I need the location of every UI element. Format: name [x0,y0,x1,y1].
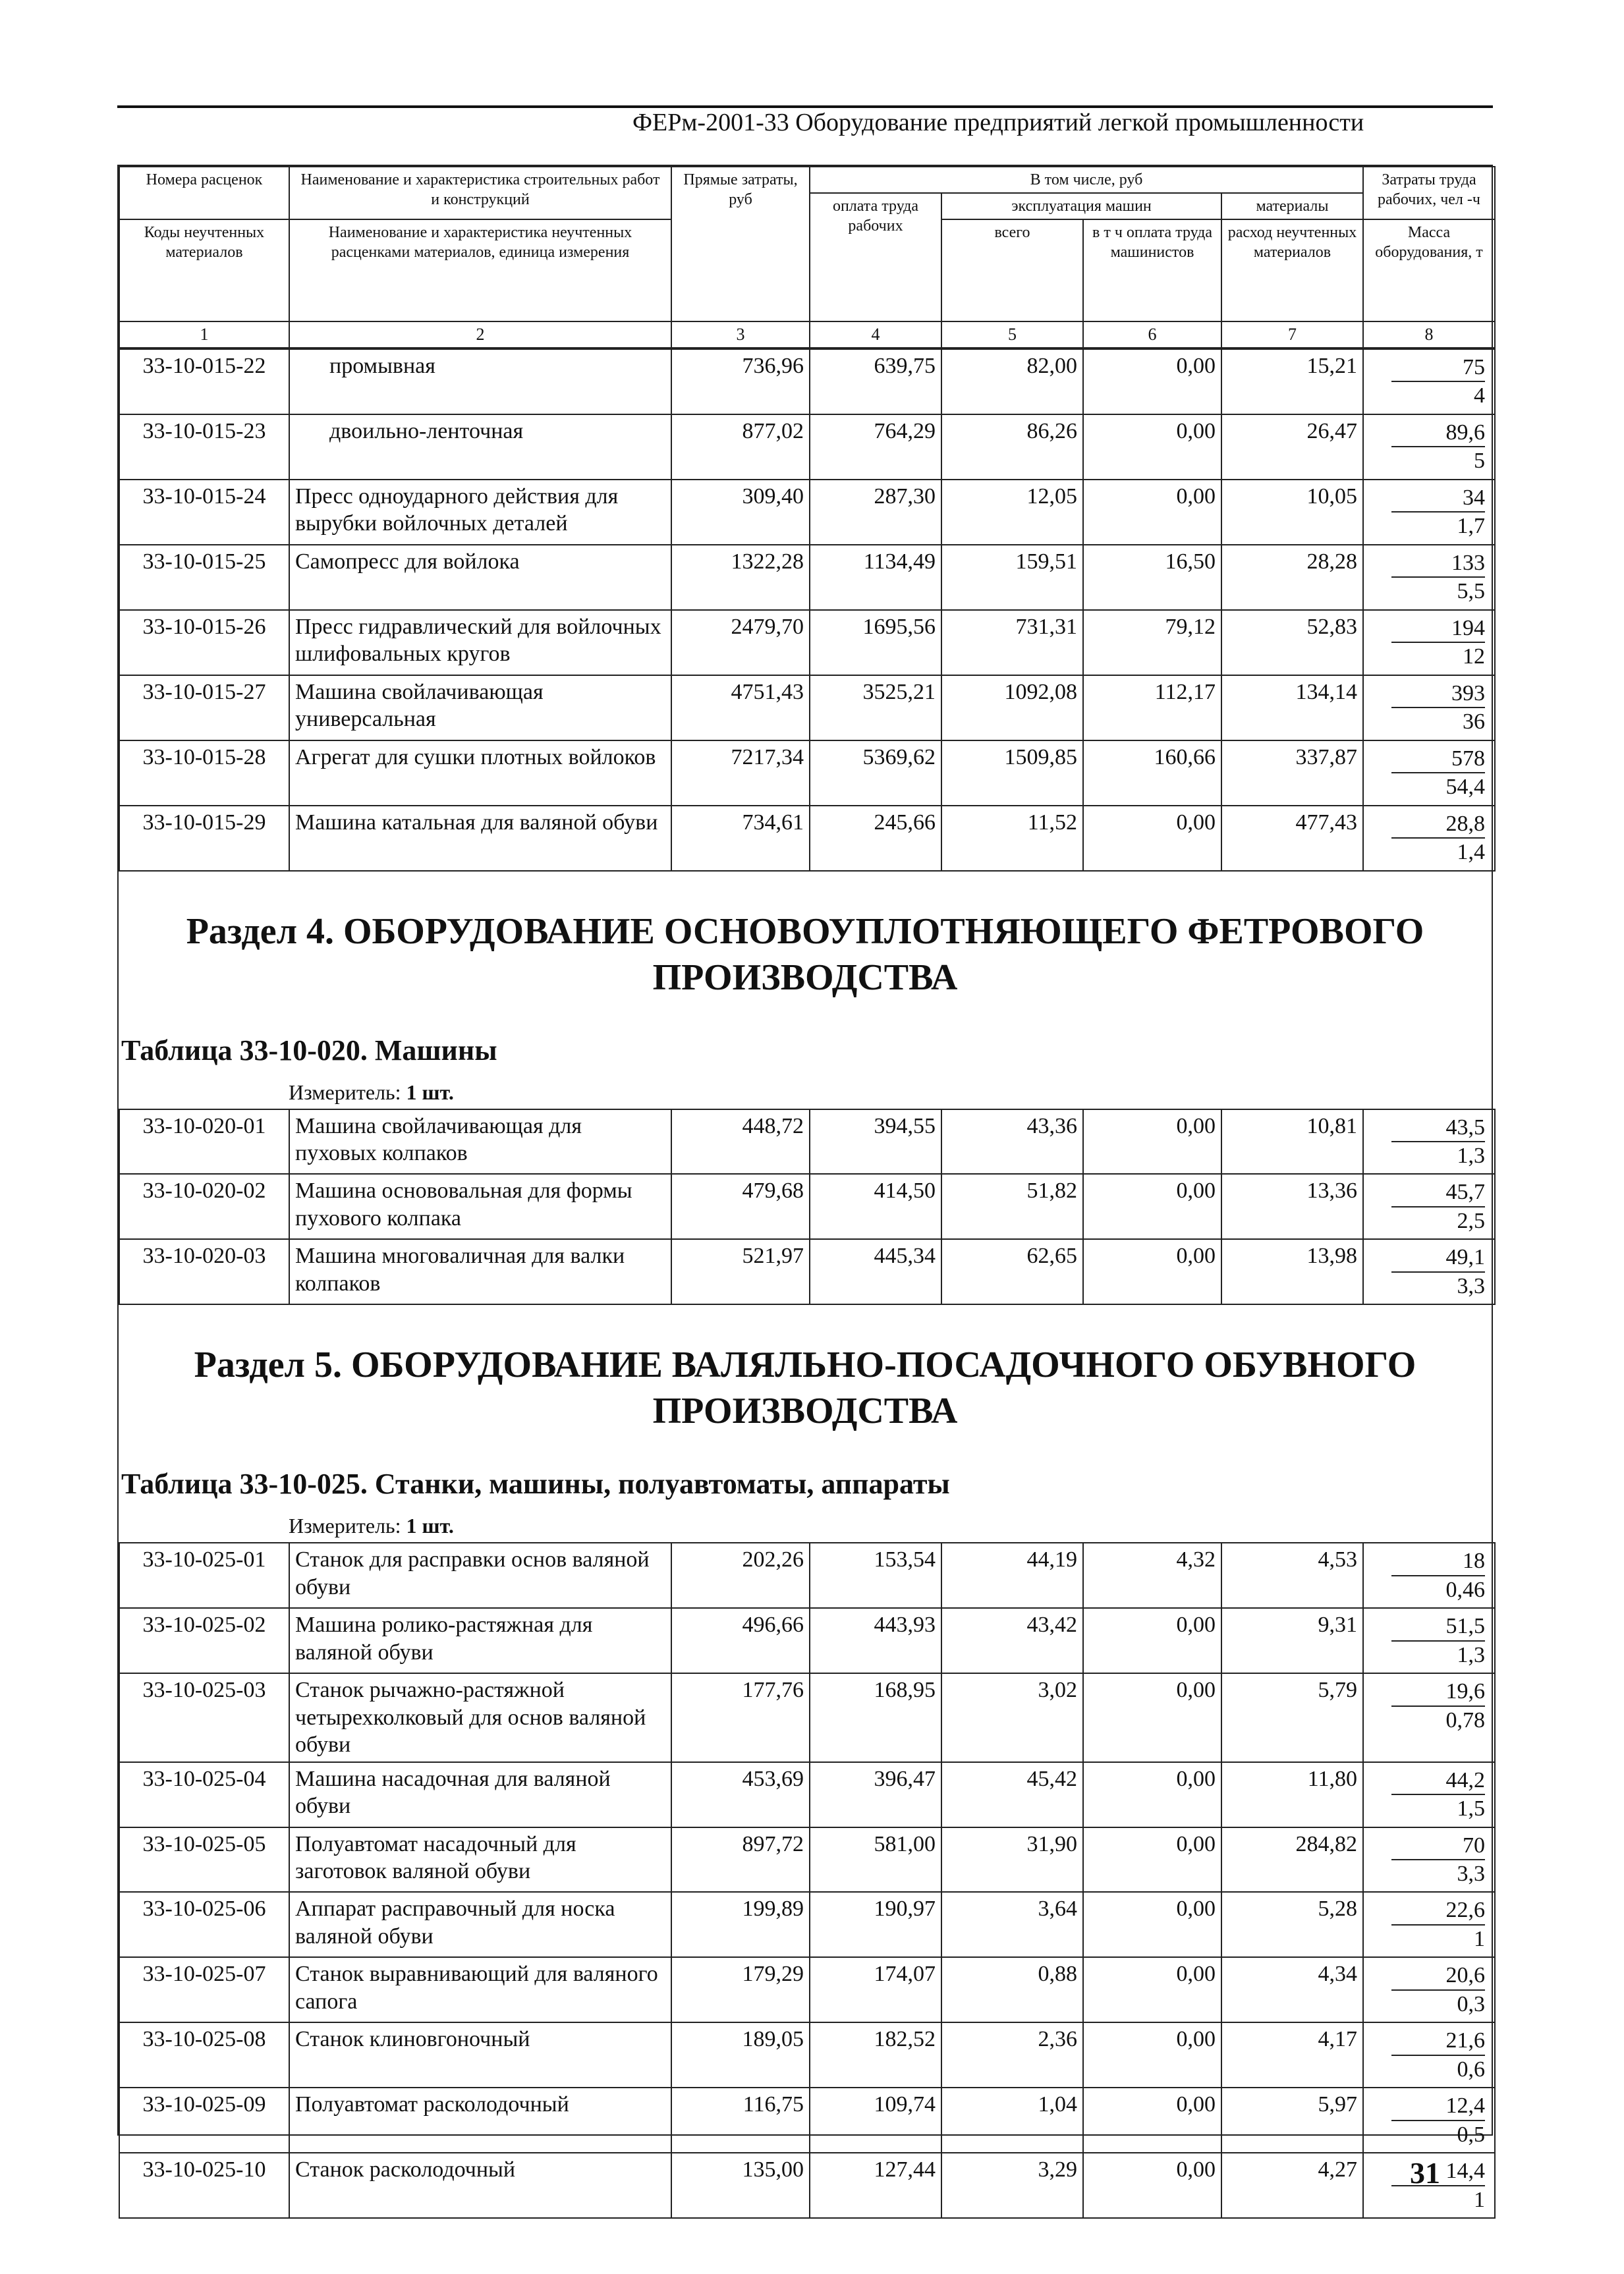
table-row [119,2022,1495,2088]
equipment-mass: 0,78 [1445,1707,1485,1733]
labor-hours-and-mass [1363,1827,1495,1893]
direct-costs: 479,68 [671,1174,810,1239]
labor-hours-and-mass [1363,414,1495,480]
table-row [119,1608,1495,1673]
machinist-pay: 0,00 [1083,1892,1221,1957]
header-name-top: Наименование и характеристика строительных работ и конструкций [289,167,671,219]
equipment-mass: 2,5 [1457,1208,1485,1233]
rate-code: 33-10-025-04 [119,1762,289,1827]
labor-hours-and-mass [1363,740,1495,806]
machine-costs: 82,00 [941,349,1083,414]
direct-costs: 116,75 [671,2088,810,2153]
machine-costs: 2,36 [941,2022,1083,2088]
work-name: Полуавтомат расколодочный [289,2088,671,2153]
header-rule [117,105,1493,108]
header-machine-total: всего [941,219,1083,321]
materials-costs: 5,28 [1221,1892,1363,1957]
column-number: 2 [289,321,671,348]
work-name: Машина ролико-растяжная для валяной обуви [289,1608,671,1673]
labor-pay: 445,34 [810,1239,941,1304]
labor-pay: 109,74 [810,2088,941,2153]
direct-costs: 877,02 [671,414,810,480]
labor-pay: 190,97 [810,1892,941,1957]
labor-hours-and-mass [1363,480,1495,545]
materials-costs: 10,81 [1221,1109,1363,1175]
equipment-mass: 36 [1463,709,1485,735]
equipment-mass: 1,3 [1457,1143,1485,1168]
table-row [119,1543,1495,1608]
labor-pay: 168,95 [810,1673,941,1761]
table-row [119,1109,1495,1175]
machine-costs: 1,04 [941,2088,1083,2153]
direct-costs: 453,69 [671,1762,810,1827]
materials-costs: 13,36 [1221,1174,1363,1239]
labor-hours: 133 [1391,549,1485,578]
rate-code: 33-10-025-09 [119,2088,289,2153]
materials-costs: 15,21 [1221,349,1363,414]
equipment-mass: 5,5 [1457,579,1485,604]
work-name: Полуавтомат насадочный для заготовок валяной обуви [289,1827,671,1893]
labor-pay: 1695,56 [810,610,941,675]
work-name: Пресс гидравлический для войлочных шлифовальных кругов [289,610,671,675]
direct-costs: 202,26 [671,1543,810,1608]
header-direct-costs: Прямые затраты, руб [671,167,810,321]
labor-pay: 153,54 [810,1543,941,1608]
table-title-020: Таблица 33-10-020. Машины [121,1034,497,1067]
table-row [119,2088,1495,2153]
labor-hours-and-mass [1363,1543,1495,1608]
labor-hours-and-mass [1363,1608,1495,1673]
machinist-pay: 0,00 [1083,414,1221,480]
header-machine-group: эксплуатация машин [941,193,1221,219]
work-name: Станок расколодочный [289,2153,671,2218]
equipment-mass: 1 [1474,1926,1485,1951]
rate-code: 33-10-025-08 [119,2022,289,2088]
column-number: 7 [1221,321,1363,348]
machinist-pay: 112,17 [1083,675,1221,740]
machine-costs: 3,64 [941,1892,1083,1957]
unit-label: Измеритель: [289,1514,401,1538]
equipment-mass: 5 [1474,449,1485,474]
rate-code: 33-10-015-26 [119,610,289,675]
labor-hours: 28,8 [1391,810,1485,839]
machine-costs: 31,90 [941,1827,1083,1893]
machinist-pay: 0,00 [1083,1174,1221,1239]
labor-hours-and-mass [1363,610,1495,675]
materials-costs: 4,17 [1221,2022,1363,2088]
work-name: Пресс одноударного действия для вырубки войлочных деталей [289,480,671,545]
machine-costs: 1509,85 [941,740,1083,806]
labor-hours: 22,6 [1391,1897,1485,1925]
work-name: Машина свойлачивающая для пуховых колпаков [289,1109,671,1175]
rate-code: 33-10-015-27 [119,675,289,740]
work-name: Станок для расправки основ валяной обуви [289,1543,671,1608]
table-row [119,1762,1495,1827]
labor-pay: 287,30 [810,480,941,545]
rate-code: 33-10-025-05 [119,1827,289,1893]
rate-code: 33-10-025-07 [119,1957,289,2022]
equipment-mass: 4 [1474,383,1485,408]
labor-pay: 3525,21 [810,675,941,740]
work-name: Самопресс для войлока [289,545,671,610]
labor-hours: 43,5 [1391,1114,1485,1142]
machinist-pay: 160,66 [1083,740,1221,806]
labor-hours: 21,6 [1391,2027,1485,2055]
machine-costs: 62,65 [941,1239,1083,1304]
table-title-025: Таблица 33-10-025. Станки, машины, полуавтоматы, аппараты [121,1468,950,1501]
equipment-mass: 54,4 [1445,775,1485,800]
machinist-pay: 16,50 [1083,545,1221,610]
unit-value: 1 шт. [406,1514,454,1538]
materials-costs: 9,31 [1221,1608,1363,1673]
machinist-pay: 0,00 [1083,1827,1221,1893]
labor-pay: 1134,49 [810,545,941,610]
labor-pay: 581,00 [810,1827,941,1893]
machine-costs: 11,52 [941,806,1083,871]
labor-hours-and-mass [1363,1957,1495,2022]
direct-costs: 199,89 [671,1892,810,1957]
table-row [119,1957,1495,2022]
header-machinist-pay: в т ч оплата труда машинистов [1083,219,1221,321]
rate-code: 33-10-015-23 [119,414,289,480]
unit-row-020 [119,1080,1492,1109]
document-page [117,165,1493,2212]
labor-pay: 127,44 [810,2153,941,2218]
materials-costs: 134,14 [1221,675,1363,740]
machine-costs: 3,29 [941,2153,1083,2218]
equipment-mass: 3,3 [1457,1862,1485,1886]
rate-code: 33-10-020-02 [119,1174,289,1239]
table-row [119,1892,1495,1957]
equipment-mass: 12 [1463,644,1485,669]
labor-pay: 443,93 [810,1608,941,1673]
header-labor-costs: Затраты труда рабочих, чел -ч [1363,167,1495,219]
labor-pay: 639,75 [810,349,941,414]
direct-costs: 4751,43 [671,675,810,740]
table-row [119,414,1495,480]
machinist-pay: 0,00 [1083,1673,1221,1761]
work-name: Станок клиновгоночный [289,2022,671,2088]
work-name: Машина катальная для валяной обуви [289,806,671,871]
equipment-mass: 1,3 [1457,1642,1485,1667]
materials-costs: 26,47 [1221,414,1363,480]
machinist-pay: 0,00 [1083,2088,1221,2153]
machinist-pay: 0,00 [1083,1109,1221,1175]
machine-costs: 43,36 [941,1109,1083,1175]
work-name: Машина свойлачивающая универсальная [289,675,671,740]
header-mass: Масса оборудования, т [1363,219,1495,321]
direct-costs: 309,40 [671,480,810,545]
header-name-bottom: Наименование и характеристика неучтенных расценками материалов, единица измерения [289,219,671,321]
machinist-pay: 0,00 [1083,806,1221,871]
labor-hours: 19,6 [1391,1678,1485,1706]
table-rows-a [119,348,1496,872]
machinist-pay: 0,00 [1083,1957,1221,2022]
table-row [119,740,1495,806]
materials-costs: 52,83 [1221,610,1363,675]
labor-hours-and-mass [1363,1892,1495,1957]
labor-hours-and-mass [1363,349,1495,414]
equipment-mass: 3,3 [1457,1273,1485,1298]
header-codes-top: Номера расценок [119,167,289,219]
direct-costs: 448,72 [671,1109,810,1175]
labor-hours: 49,1 [1391,1244,1485,1272]
work-name: Агрегат для сушки плотных войлоков [289,740,671,806]
labor-hours: 578 [1391,745,1485,773]
direct-costs: 1322,28 [671,545,810,610]
rate-code: 33-10-015-24 [119,480,289,545]
table-row [119,610,1495,675]
labor-hours: 45,7 [1391,1179,1485,1207]
rate-code: 33-10-015-22 [119,349,289,414]
labor-hours: 70 [1391,1832,1485,1860]
column-number: 4 [810,321,941,348]
labor-hours-and-mass [1363,2022,1495,2088]
equipment-mass: 1,7 [1457,514,1485,539]
materials-costs: 13,98 [1221,1239,1363,1304]
column-numbers-row [119,321,1495,348]
materials-costs: 4,27 [1221,2153,1363,2218]
labor-hours-and-mass [1363,545,1495,610]
labor-hours: 393 [1391,680,1485,708]
work-name: Машина основовальная для формы пухового колпака [289,1174,671,1239]
labor-hours: 51,5 [1391,1613,1485,1641]
table-row [119,545,1495,610]
rate-code: 33-10-025-06 [119,1892,289,1957]
machine-costs: 43,42 [941,1608,1083,1673]
machinist-pay: 0,00 [1083,1608,1221,1673]
materials-costs: 10,05 [1221,480,1363,545]
rate-code: 33-10-025-10 [119,2153,289,2218]
column-number: 3 [671,321,810,348]
labor-hours-and-mass [1363,806,1495,871]
machinist-pay: 0,00 [1083,2153,1221,2218]
direct-costs: 897,72 [671,1827,810,1893]
equipment-mass: 0,5 [1457,2122,1485,2147]
machine-costs: 51,82 [941,1174,1083,1239]
column-number: 8 [1363,321,1495,348]
materials-costs: 5,79 [1221,1673,1363,1761]
rate-code: 33-10-020-03 [119,1239,289,1304]
unit-row-025 [119,1514,1492,1542]
equipment-mass: 0,3 [1457,1991,1485,2016]
labor-hours-and-mass [1363,1109,1495,1175]
work-name: Машина многовaличная для валки колпаков [289,1239,671,1304]
table-row [119,1827,1495,1893]
direct-costs: 2479,70 [671,610,810,675]
equipment-mass: 1 [1474,2187,1485,2212]
labor-hours: 18 [1391,1547,1485,1576]
labor-hours-and-mass [1363,1673,1495,1761]
table-header [119,166,1496,348]
machinist-pay: 0,00 [1083,349,1221,414]
unit-label: Измеритель: [289,1080,401,1104]
section-5-heading: Раздел 5. ОБОРУДОВАНИЕ ВАЛЯЛЬНО-ПОСАДОЧНОГО ОБУВНОГО ПРОИЗВОДСТВА [194,1345,1416,1432]
header-codes-bottom: Коды неучтенных материалов [119,219,289,321]
labor-pay: 764,29 [810,414,941,480]
labor-hours: 20,6 [1391,1962,1485,1990]
table-row [119,1174,1495,1239]
machinist-pay: 0,00 [1083,1762,1221,1827]
table-row [119,675,1495,740]
machinist-pay: 0,00 [1083,2022,1221,2088]
page-number: 31 [1410,2156,1440,2190]
labor-hours-and-mass [1363,1239,1495,1304]
direct-costs: 734,61 [671,806,810,871]
work-name: Аппарат расправочный для носка валяной обуви [289,1892,671,1957]
table-row [119,349,1495,414]
rate-code: 33-10-025-01 [119,1543,289,1608]
work-name: Станок выравнивающий для валяного сапога [289,1957,671,2022]
direct-costs: 7217,34 [671,740,810,806]
labor-pay: 5369,62 [810,740,941,806]
table-row [119,1673,1495,1761]
materials-costs: 477,43 [1221,806,1363,871]
direct-costs: 496,66 [671,1608,810,1673]
machinist-pay: 4,32 [1083,1543,1221,1608]
document-header-title: ФЕРм-2001-33 Оборудование предприятий легкой промышленности [632,109,1364,136]
materials-costs: 11,80 [1221,1762,1363,1827]
rate-code: 33-10-015-29 [119,806,289,871]
labor-hours: 14,4 [1391,2157,1485,2186]
materials-costs: 28,28 [1221,545,1363,610]
machinist-pay: 79,12 [1083,610,1221,675]
table-rows-c [119,1542,1496,2219]
labor-pay: 414,50 [810,1174,941,1239]
header-labor-pay: оплата труда рабочих [810,193,941,321]
header-group-title: В том числе, руб [810,167,1363,193]
column-number: 5 [941,321,1083,348]
labor-hours: 34 [1391,484,1485,513]
work-name: Машина насадочная для валяной обуви [289,1762,671,1827]
labor-hours-and-mass [1363,2088,1495,2153]
labor-pay: 245,66 [810,806,941,871]
column-number: 6 [1083,321,1221,348]
machine-costs: 0,88 [941,1957,1083,2022]
rate-code: 33-10-025-02 [119,1608,289,1673]
materials-costs: 4,34 [1221,1957,1363,2022]
direct-costs: 177,76 [671,1673,810,1761]
section-4-heading: Раздел 4. ОБОРУДОВАНИЕ ОСНОВОУПЛОТНЯЮЩЕГО ФЕТРОВОГО ПРОИЗВОДСТВА [186,910,1424,998]
machine-costs: 1092,08 [941,675,1083,740]
equipment-mass: 0,46 [1445,1577,1485,1602]
materials-costs: 4,53 [1221,1543,1363,1608]
labor-hours: 75 [1391,354,1485,382]
equipment-mass: 1,5 [1457,1796,1485,1821]
labor-hours: 194 [1391,615,1485,643]
table-row [119,480,1495,545]
equipment-mass: 0,6 [1457,2057,1485,2082]
work-name: Станок рычажно-растяжной четырехколковый для основ валяной обуви [289,1673,671,1761]
work-name: двоильно-ленточная [289,414,671,480]
materials-costs: 337,87 [1221,740,1363,806]
table-row [119,1239,1495,1304]
machinist-pay: 0,00 [1083,480,1221,545]
labor-hours: 89,6 [1391,419,1485,447]
rate-code: 33-10-020-01 [119,1109,289,1175]
machine-costs: 3,02 [941,1673,1083,1761]
machine-costs: 731,31 [941,610,1083,675]
labor-hours-and-mass [1363,1762,1495,1827]
work-name: промывная [289,349,671,414]
table-row [119,2153,1495,2218]
header-materials-consumption: расход неучтенных материалов [1221,219,1363,321]
machine-costs: 159,51 [941,545,1083,610]
machine-costs: 86,26 [941,414,1083,480]
direct-costs: 521,97 [671,1239,810,1304]
direct-costs: 189,05 [671,2022,810,2088]
labor-pay: 174,07 [810,1957,941,2022]
materials-costs: 5,97 [1221,2088,1363,2153]
rate-code: 33-10-025-03 [119,1673,289,1761]
machine-costs: 12,05 [941,480,1083,545]
direct-costs: 736,96 [671,349,810,414]
materials-costs: 284,82 [1221,1827,1363,1893]
labor-hours: 12,4 [1391,2092,1485,2121]
machine-costs: 44,19 [941,1543,1083,1608]
labor-pay: 396,47 [810,1762,941,1827]
labor-hours-and-mass [1363,675,1495,740]
rate-code: 33-10-015-28 [119,740,289,806]
column-number: 1 [119,321,289,348]
labor-pay: 182,52 [810,2022,941,2088]
table-rows-b [119,1109,1496,1306]
rate-code: 33-10-015-25 [119,545,289,610]
machinist-pay: 0,00 [1083,1239,1221,1304]
header-materials-group: материалы [1221,193,1363,219]
equipment-mass: 1,4 [1457,840,1485,865]
labor-pay: 394,55 [810,1109,941,1175]
table-row [119,806,1495,871]
labor-hours-and-mass [1363,1174,1495,1239]
labor-hours: 44,2 [1391,1767,1485,1795]
direct-costs: 135,00 [671,2153,810,2218]
machine-costs: 45,42 [941,1762,1083,1827]
direct-costs: 179,29 [671,1957,810,2022]
unit-value: 1 шт. [406,1080,454,1104]
